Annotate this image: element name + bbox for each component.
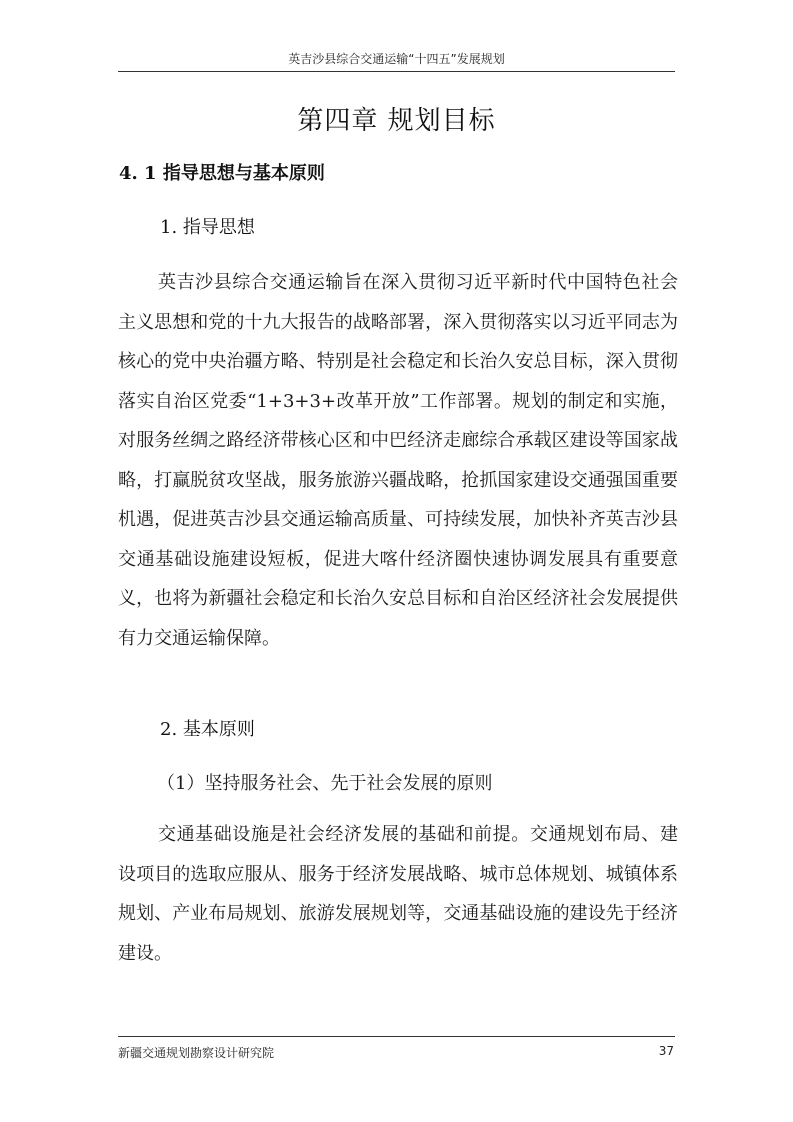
principle-clause-1: （1）坚持服务社会、先于社会发展的原则 xyxy=(157,773,493,794)
guiding-thought-paragraph: 英吉沙县综合交通运输旨在深入贯彻习近平新时代中国特色社会主义思想和党的十九大报告的战略部署，深入贯彻落实以习近平同志为核心的党中央治疆方略、特别是社会稳定和长治久安总目标，深入贯彻落实自治区党委“1+3+3+改革开放”工作部署。规划的制定和实施，对服务丝绸之路经济带核心区和中巴经济走廊综合承载区建设等国家战略，打赢脱贫攻坚战，服务旅游兴疆战略，抢抓国家建设交通强国重要机遇，促进英吉沙县交通运输高质量、可持续发展，加快补齐英吉沙县交通基础设施建设短板，促进大喀什经济圈快速协调发展具有重要意义，也将为新疆社会稳定和长治久安总目标和自治区经济社会发展提供有力交通运输保障。 xyxy=(118,272,678,649)
section-heading: 4. 1 指导思想与基本原则 xyxy=(119,163,325,184)
header-divider xyxy=(118,71,675,72)
chapter-title: 第四章 规划目标 xyxy=(297,106,496,136)
footer-divider xyxy=(118,1036,675,1037)
guiding-thought-heading: 1. 指导思想 xyxy=(160,217,255,238)
footer-institute: 新疆交通规划勘察设计研究院 xyxy=(118,1046,275,1060)
page-number: 37 xyxy=(658,1044,674,1058)
principle-paragraph: 交通基础设施是社会经济发展的基础和前提。交通规划布局、建设项目的选取应服从、服务于经济发展战略、城市总体规划、城镇体系规划、产业布局规划、旅游发展规划等，交通基础设施的建设先于经济建设。 xyxy=(118,824,678,964)
running-header: 英吉沙县综合交通运输“十四五”发展规划 xyxy=(288,52,505,66)
basic-principles-heading: 2. 基本原则 xyxy=(160,719,255,740)
